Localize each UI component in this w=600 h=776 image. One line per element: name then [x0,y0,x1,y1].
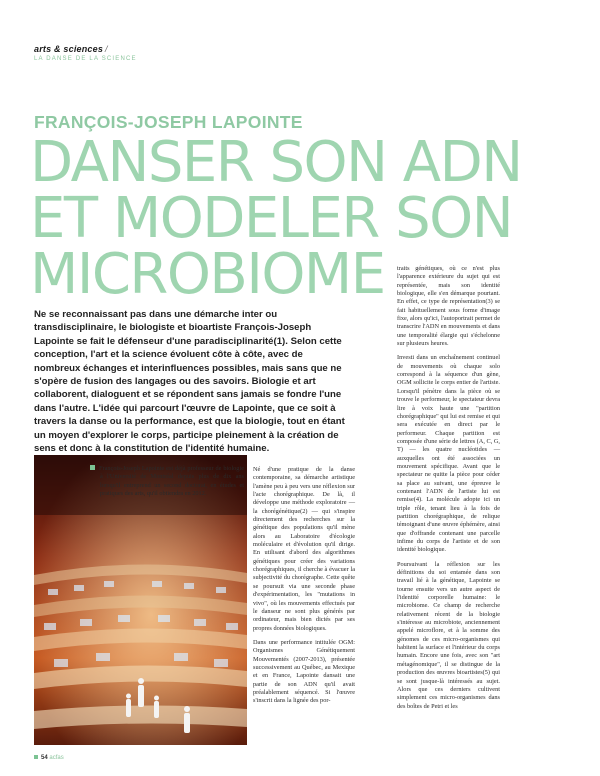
paragraph: Né d'une pratique de la danse contemporaine, sa démarche artistique l'amène peu à peu vers une réflexion sur l'acte chorégraphique. De là, il développe une méthode exploratoire — la chorégénétique(2) — qui s'inspire directement des recherches sur la génétique des populations qu'il mène alors au Laboratoire d'écologie moléculaire et d'évolution qu'il dirige. En utilisant d'abord des algorithmes génétiques pour créer des variations chorégraphiques, il cherche à évacuer la subjectivité du chorégraphe. Cette quête se poursuit via une seconde phase d'expérimentation, les "mutations in vivo", où les mouvements effectués par le danseur ne sont plus générés par ordinateur, mais bien dictés par ses propres données biologiques. [253,466,355,632]
photo-caption [100,465,244,504]
paragraph: Dans une performance intitulée OGM: Organismes Génétiquement Mouvementés (2007-2013), présentée successivement au Québec, au Mexique et en France, Lapointe dansait une partie de son ADN qu'il avait préalablement séquencé. Si l'œuvre s'inscrit dans la lignée des por- [253,638,355,705]
paragraph: traits génétiques, où ce n'est plus l'apparence extérieure du sujet qui est représentée, mais son identité biologique, elle s'en démarque pourtant. En effet, ce type de représentation(3) se fait habituellement sous forme d'image fixe, alors qu'ici, l'autoportrait permet de transcrire l'ADN en mouvements et dans une temporalité élargie qui s'échelonne sur plusieurs heures. [397,265,500,348]
section-subrubric: LA DANSE DE LA SCIENCE [34,56,137,62]
page-number: 54 [41,755,48,761]
body-column-3 [397,265,500,717]
title-line: MICROBIOME [30,242,385,307]
body-column-2 [253,466,355,712]
page-footer [34,755,64,761]
section-rubric [34,44,108,54]
title-line: ET MODELER SON [30,186,513,251]
caption-marker-icon [90,465,95,470]
paragraph: Poursuivant la réflexion sur les définitions du soi entamée dans son travail lié à la génétique, Lapointe se tourne ensuite vers un autre aspect de l'identité corporelle humaine: le microbiome. Ce champ de recherche relativement récent de la biologie s'intéresse au microbiote, anciennement appelé microflore, et à la somme des génomes de ces micro-organismes qui habitent la surface et l'intérieur du corps humain. Encore une fois, avec son "art métagénomique", il se distingue de la production des œuvres bioartistes(5) qui se sont jusque-là intéressés au sujet. Alors que ces derniers cultivent simplement ces micro-organismes dans des boîtes de Petri et les [397,560,500,710]
title-line: DANSER SON ADN [30,130,522,195]
footer-marker-icon [34,755,38,759]
rubric-label: arts & sciences [34,44,104,54]
article-lead: Ne se reconnaissant pas dans une démarche inter ou transdisciplinaire, le biologiste et bioartiste François-Joseph Lapointe se fait le défenseur d'une paradisciplinarité(1). Selon cette conception, l'art et la science évoluent côte à côte, avec de nombreux échanges et interinfluences possibles, mais sans que ne s'opère de fusion des langages ou des savoirs. Biologie et art collaborent, dialoguent et se répondent sans jamais se fondre l'une dans l'autre. L'idée qui parcourt l'œuvre de Lapointe, que ce soit à travers la danse ou la performance, est que la biologie, tout en étant un moyen d'explorer le corps, participe pleinement à la création de sens et donc à la constitution de l'identité humaine. [34,309,345,455]
rubric-slash: / [105,44,108,54]
caption-text: François-Joseph Lapointe est déjà professeur de biologie à l'Université de Montréal depuis plus de dix ans lorsqu'il entreprend un second doctorat, en études et pratiques des arts, qu'il obtiendra en 2012. [99,465,244,498]
article-author: FRANÇOIS-JOSEPH LAPOINTE [34,112,303,132]
magazine-name: acfas [49,755,64,761]
paragraph: Investi dans un enchaînement continuel de mouvements où chaque solo correspond à la séquence d'un gène, OGM sollicite le corps entier de l'artiste. Lorsqu'il pénètre dans la pièce où se trouve le performeur, le spectateur devra lire à voix haute une "partition chorégraphique" qui lui est remise et qui sera exécutée en direct par le performeur. Chaque partition est composée d'une série de lettres (A, C, G, T) — les quatre nucléotides — auxquelles ont été associées un mouvement spécifique. Avant que le spectateur ne quitte la pièce pour céder sa place au suivant, une épreuve le contenant l'ADN de l'artiste lui est remise(4). La molécule adopte ici un triple rôle, tenant lieu à la fois de partition chorégraphique, de relique témoignant d'une œuvre éphémère, ainsi que d'offrande contenant une parcelle infime du corps de l'artiste et de son identité biologique. [397,354,500,554]
